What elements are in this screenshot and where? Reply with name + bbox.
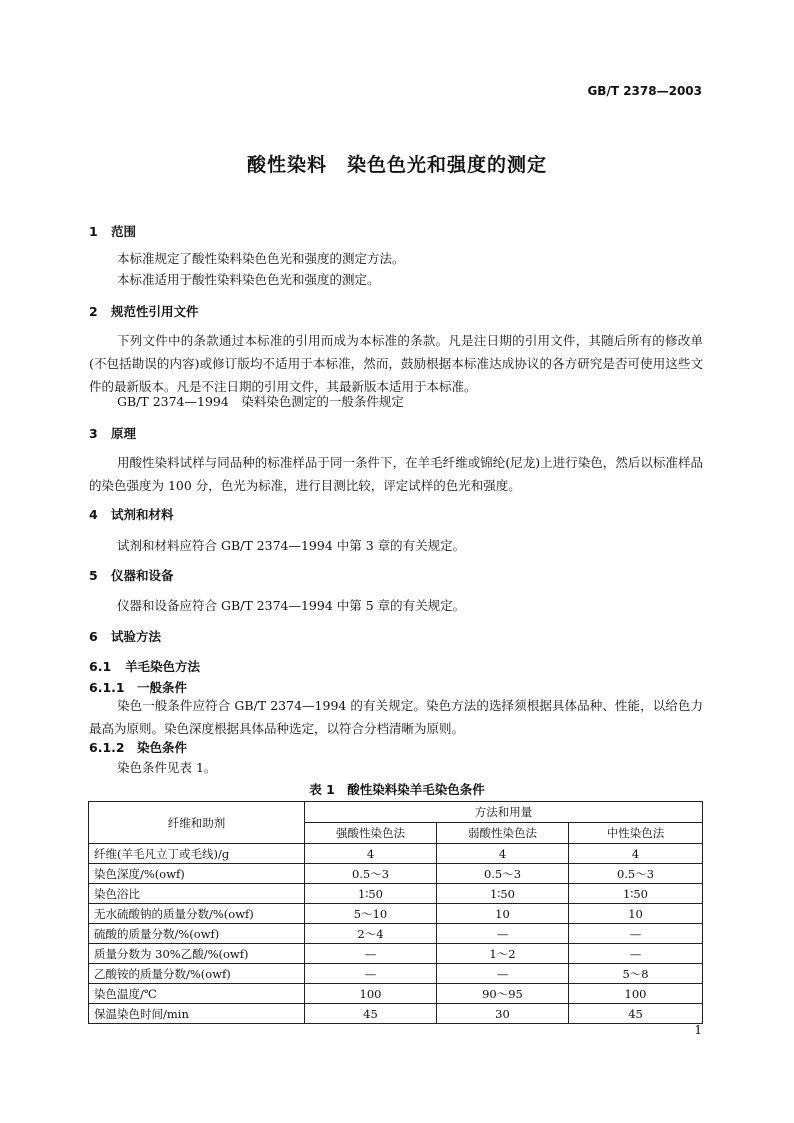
table-cell: 90～95: [437, 984, 569, 1004]
section-number: 6.1: [89, 659, 112, 674]
table-cell: 4: [569, 844, 703, 864]
section-1-para-2: 本标准适用于酸性染料染色色光和强度的测定。: [117, 272, 380, 287]
document-title: 酸性染料 染色色光和强度的测定: [246, 154, 547, 176]
table-caption: 表 1 酸性染料染羊毛染色条件: [309, 782, 485, 797]
table-cell: 1∶50: [437, 884, 569, 904]
table-column-header: 弱酸性染色法: [437, 823, 569, 844]
table-column-header: 强酸性染色法: [305, 823, 437, 844]
section-title: 试验方法: [111, 629, 162, 644]
table-cell: 4: [437, 844, 569, 864]
dyeing-conditions-table: [88, 801, 703, 1024]
table-row: [89, 924, 703, 944]
table-cell-label: 质量分数为 30%乙酸/%(owf): [89, 944, 305, 964]
table-row: [89, 984, 703, 1004]
table-cell: 100: [569, 984, 703, 1004]
table-row: [89, 884, 703, 904]
section-1-heading: [89, 222, 136, 240]
table-cell: 100: [305, 984, 437, 1004]
page-number: 1: [694, 1023, 702, 1037]
table-cell: —: [569, 944, 703, 964]
table-row: [89, 1004, 703, 1024]
table-cell: 1～2: [437, 944, 569, 964]
table-cell: 30: [437, 1004, 569, 1024]
table-cell: —: [437, 924, 569, 944]
table-cell: —: [305, 964, 437, 984]
section-number: 4: [89, 507, 98, 522]
table-cell-label: 无水硫酸钠的质量分数/%(owf): [89, 904, 305, 924]
section-5-heading: [89, 566, 174, 584]
table-cell-label: 乙酸铵的质量分数/%(owf): [89, 964, 305, 984]
section-number: 6.1.2: [89, 740, 125, 755]
section-title: 仪器和设备: [111, 568, 174, 583]
table-cell: 1∶50: [569, 884, 703, 904]
table-cell: 2～4: [305, 924, 437, 944]
table-row: [89, 864, 703, 884]
section-number: 3: [89, 426, 98, 441]
table-column-header: 中性染色法: [569, 823, 703, 844]
section-title: 染色条件: [137, 740, 188, 755]
section-4-heading: [89, 505, 174, 523]
section-number: 1: [89, 224, 98, 239]
section-1-para-1: 本标准规定了酸性染料染色色光和强度的测定方法。: [117, 251, 405, 266]
section-2-heading: [89, 302, 199, 320]
subsection-6-1-2-heading: [89, 738, 187, 756]
table-cell: 10: [569, 904, 703, 924]
table-cell-label: 染色深度/%(owf): [89, 864, 305, 884]
section-title: 范围: [111, 224, 137, 239]
section-number: 6.1.1: [89, 680, 125, 695]
section-3-para: 用酸性染料试样与同品种的标准样品于同一条件下，在羊毛纤维或锦纶(尼龙)上进行染色，然后以标准样品的染色强度为 100 分，色光为标准，进行目测比较，评定试样的色光和强度。: [89, 455, 703, 493]
section-title: 试剂和材料: [111, 507, 174, 522]
table-cell-label: 纤维(羊毛凡立丁或毛线)/g: [89, 844, 305, 864]
section-5-para: 仪器和设备应符合 GB/T 2374—1994 中第 5 章的有关规定。: [117, 598, 466, 613]
section-number: 6: [89, 629, 98, 644]
subsection-6-1-1-para: 染色一般条件应符合 GB/T 2374—1994 的有关规定。染色方法的选择须根据具体品种、性能，以给色力最高为原则。染色深度根据具体品种选定，以符合分档清晰为原则。: [89, 698, 703, 736]
table-row: [89, 944, 703, 964]
table-cell: 1∶50: [305, 884, 437, 904]
table-row: [89, 904, 703, 924]
section-title: 原理: [111, 426, 137, 441]
table-cell: 5～10: [305, 904, 437, 924]
table-cell-label: 保温染色时间/min: [89, 1004, 305, 1024]
table-cell: —: [305, 944, 437, 964]
subsection-6-1-heading: [89, 657, 200, 675]
table-cell: 0.5～3: [305, 864, 437, 884]
section-title: 规范性引用文件: [111, 304, 199, 319]
table-row: [89, 964, 703, 984]
section-number: 2: [89, 304, 98, 319]
subsection-6-1-2-para: 染色条件见表 1。: [117, 760, 217, 775]
table-cell: 10: [437, 904, 569, 924]
table-cell-label: 染色浴比: [89, 884, 305, 904]
section-3-heading: [89, 424, 136, 442]
table-cell: 0.5～3: [569, 864, 703, 884]
table-cell: 45: [569, 1004, 703, 1024]
section-2-reference: GB/T 2374—1994 染料染色测定的一般条件规定: [117, 394, 404, 409]
section-6-heading: [89, 627, 161, 645]
table-cell: 0.5～3: [437, 864, 569, 884]
table-row: [89, 844, 703, 864]
table-cell: 4: [305, 844, 437, 864]
table-header-left: 纤维和助剂: [89, 802, 305, 844]
table-header-group: 方法和用量: [305, 802, 703, 823]
section-2-para: 下列文件中的条款通过本标准的引用而成为本标准的条款。凡是注日期的引用文件，其随后所有的修改单(不包括勘误的内容)或修订版均不适用于本标准，然而，鼓励根据本标准达成协议的各方研究是否可使用这些文件的最新版本。凡是不注日期的引用文件，其最新版本适用于本标准。: [89, 333, 703, 394]
section-title: 一般条件: [137, 680, 188, 695]
table-cell-label: 染色温度/℃: [89, 984, 305, 1004]
document-code: GB/T 2378—2003: [587, 84, 702, 98]
table-cell: 45: [305, 1004, 437, 1024]
table-cell: 5～8: [569, 964, 703, 984]
table-cell-label: 硫酸的质量分数/%(owf): [89, 924, 305, 944]
section-4-para: 试剂和材料应符合 GB/T 2374—1994 中第 3 章的有关规定。: [117, 538, 466, 553]
section-title: 羊毛染色方法: [125, 659, 201, 674]
table-cell: —: [437, 964, 569, 984]
table-cell: —: [569, 924, 703, 944]
section-number: 5: [89, 568, 98, 583]
